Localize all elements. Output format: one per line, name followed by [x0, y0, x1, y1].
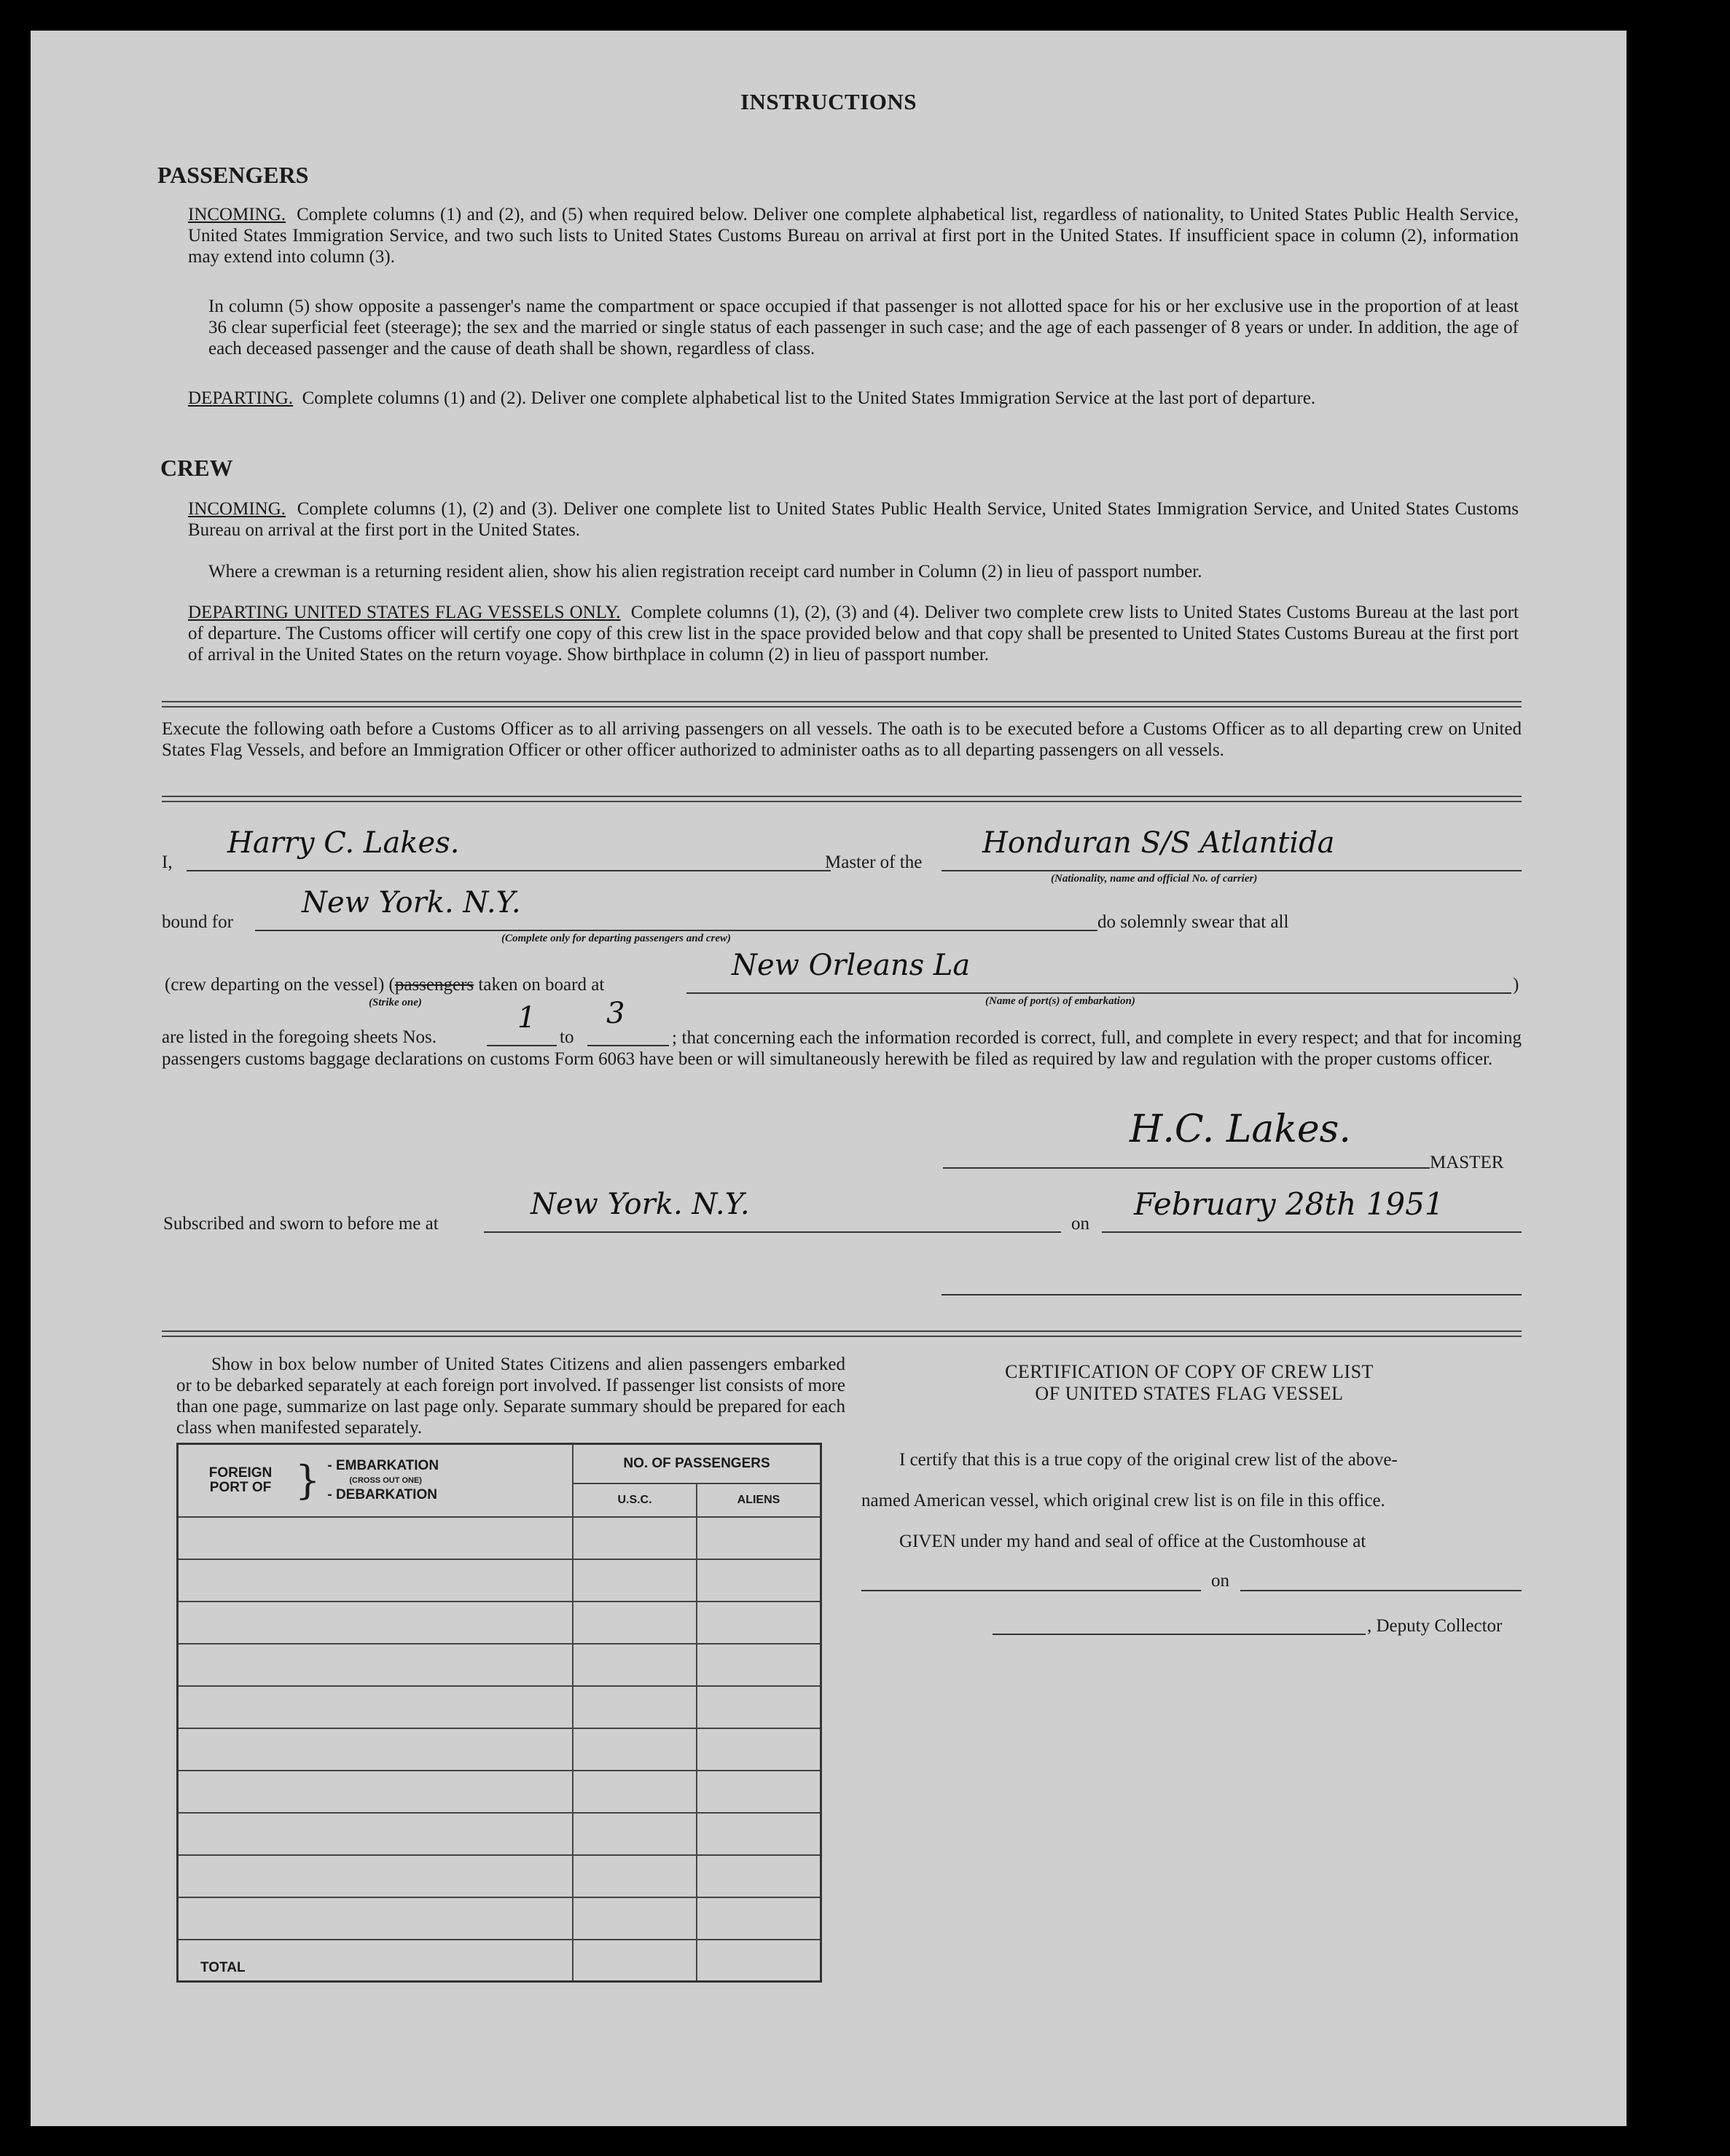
total-row	[178, 1940, 821, 1982]
passengers-struck: passengers	[394, 975, 474, 995]
master-label: MASTER	[1430, 1153, 1504, 1172]
passengers-departing-lead: DEPARTING.	[188, 388, 294, 408]
crew-heading: CREW	[160, 455, 233, 481]
on-label: on	[1071, 1214, 1089, 1234]
certification-title-line2: OF UNITED STATES FLAG VESSEL	[1035, 1383, 1344, 1404]
crew-departing-label: (crew departing on the vessel)	[165, 975, 385, 995]
aliens-cell[interactable]	[697, 1897, 821, 1940]
listed-rest-paragraph: ; that concerning each the information recorded is correct, full, and complete in every respect; and that for incoming passengers customs baggage declarations on customs Form 6063 have been or will simultaneously herewith be filed as required by law and regulation with the proper customs officer.	[162, 1028, 1522, 1069]
passengers-heading: PASSENGERS	[157, 162, 309, 188]
cert-date-line[interactable]	[1240, 1590, 1522, 1591]
table-row	[178, 1517, 821, 1559]
document-page	[31, 31, 1627, 2126]
table-row	[178, 1855, 821, 1897]
usc-cell[interactable]	[573, 1771, 697, 1813]
vessel-caption: (Nationality, name and official No. of carrier)	[1051, 873, 1258, 885]
table-row	[178, 1728, 821, 1771]
crew-incoming-paragraph	[188, 498, 1519, 541]
port-cell[interactable]	[178, 1855, 574, 1897]
usc-cell[interactable]	[573, 1559, 697, 1602]
signature-line	[943, 1167, 1430, 1169]
swear-label: do solemnly swear that all	[1097, 912, 1289, 932]
port-header-cell	[178, 1444, 574, 1517]
embark-port-line	[686, 992, 1511, 994]
usc-cell[interactable]	[573, 1602, 697, 1644]
usc-cell[interactable]	[573, 1728, 697, 1771]
aliens-cell[interactable]	[697, 1517, 821, 1559]
usc-cell[interactable]	[573, 1855, 697, 1897]
passengers-departing-text: Complete columns (1) and (2). Deliver one complete alphabetical list to the United States Immigration Service at the last port of departure.	[302, 388, 1316, 408]
port-cell[interactable]	[178, 1517, 574, 1559]
sworn-date-line	[1102, 1231, 1522, 1233]
crew-resident-paragraph: Where a crewman is a returning resident alien, show his alien registration receipt card number in Column (2) in lieu of passport number.	[208, 562, 1202, 581]
sworn-place-handwritten: New York. N.Y.	[531, 1188, 750, 1221]
crew-incoming-text: Complete columns (1), (2) and (3). Deliver one complete list to United States Public Health Service, United States Immigration Service, and United States Customs Bureau on arrival at the first port in the United States.	[188, 499, 1519, 540]
port-cell[interactable]	[178, 1728, 574, 1771]
aliens-cell[interactable]	[697, 1771, 821, 1813]
total-label: TOTAL	[178, 1940, 574, 1982]
master-signature: H.C. Lakes.	[1130, 1108, 1351, 1151]
paren-close: )	[1513, 975, 1519, 995]
aliens-cell[interactable]	[697, 1686, 821, 1728]
aliens-header: ALIENS	[697, 1483, 821, 1517]
brace-glyph: }	[295, 1457, 321, 1503]
bound-caption: (Complete only for departing passengers and crew)	[501, 933, 731, 944]
i-label: I,	[162, 852, 173, 872]
port-caption: (Name of port(s) of embarkation)	[985, 995, 1135, 1007]
foreign-port-label: FOREIGN PORT OF	[208, 1465, 273, 1495]
vessel-handwritten: Honduran S/S Atlantida	[982, 826, 1335, 860]
usc-cell[interactable]	[573, 1644, 697, 1686]
port-cell[interactable]	[178, 1559, 574, 1602]
listed-label: are listed in the foregoing sheets Nos.	[162, 1027, 437, 1047]
customhouse-line[interactable]	[861, 1590, 1201, 1591]
passengers-incoming-text: Complete columns (1) and (2), and (5) when required below. Deliver one complete alphabetical list, regardless of nationality, to United States Public Health Service, United States Immigration Service, and two such lists to United States Customs Bureau on arrival at first port in the United States. If insufficient space in column (2), information may extend into column (3).	[188, 205, 1519, 267]
port-cell[interactable]	[178, 1771, 574, 1813]
certify-line1: I certify that this is a true copy of the original crew list of the above-	[899, 1450, 1398, 1470]
usc-cell[interactable]	[573, 1686, 697, 1728]
usc-cell[interactable]	[573, 1813, 697, 1855]
debarkation-label: - DEBARKATION	[327, 1486, 437, 1502]
summary-instructions: Show in box below number of United States Citizens and alien passengers embarked or to be debarked separately at each foreign port involved. If passenger list consists of more than one page, summarize on last page only. Separate summary should be prepared for each class when manifested separately.	[176, 1355, 845, 1438]
divider	[162, 1330, 1522, 1337]
deputy-collector-label: , Deputy Collector	[1367, 1616, 1503, 1636]
divider	[162, 701, 1522, 707]
aliens-cell[interactable]	[697, 1855, 821, 1897]
passengers-column5-paragraph: In column (5) show opposite a passenger's name the compartment or space occupied if that passenger is not allotted space for his or her exclusive use in the proportion of at least 36 clear superficial feet (steerage); the sex and the married or single status of each passenger in such case; and the age of each passenger of 8 years or under. In addition, the age of each deceased passenger and the cause of death shall be shown, regardless of class.	[208, 297, 1519, 358]
cert-on-label: on	[1211, 1571, 1229, 1591]
page-title: INSTRUCTIONS	[740, 89, 917, 114]
aliens-cell[interactable]	[697, 1813, 821, 1855]
bound-for-handwritten: New York. N.Y.	[302, 886, 521, 920]
master-name-line	[187, 870, 831, 871]
crew-departing-text: Complete columns (1), (2), (3) and (4). Deliver two complete crew lists to United States Customs Bureau at the last port of departure. The Customs officer will certify one copy of this crew list in the space provided below and that copy shall be presented to United States Customs Bureau at the first port of arrival in the United States on the return voyage. Show birthplace in column (2) in lieu of passport number.	[188, 603, 1519, 665]
to-label: to	[560, 1027, 574, 1047]
crew-incoming-lead: INCOMING.	[188, 499, 286, 519]
embark-port-handwritten: New Orleans La	[732, 949, 971, 982]
officer-signature-line	[942, 1294, 1522, 1295]
table-row	[178, 1897, 821, 1940]
usc-cell[interactable]	[573, 1517, 697, 1559]
crew-passengers-clause	[165, 975, 604, 995]
table-row	[178, 1644, 821, 1686]
vessel-line	[942, 870, 1522, 871]
bound-for-label: bound for	[162, 912, 233, 932]
taken-on-board-label: taken on board at	[478, 975, 605, 995]
strike-caption: (Strike one)	[369, 997, 422, 1008]
crew-departing-lead: DEPARTING UNITED STATES FLAG VESSELS ONLY.	[188, 603, 621, 622]
usc-header: U.S.C.	[573, 1483, 697, 1517]
master-of-label: Master of the	[825, 852, 923, 872]
crew-departing-paragraph	[188, 602, 1519, 665]
sworn-date-handwritten: February 28th 1951	[1134, 1186, 1444, 1222]
port-cell[interactable]	[178, 1897, 574, 1940]
passengers-departing-paragraph	[188, 388, 1519, 409]
usc-cell[interactable]	[573, 1897, 697, 1940]
port-cell[interactable]	[178, 1602, 574, 1644]
deputy-signature-line[interactable]	[993, 1634, 1366, 1635]
aliens-cell[interactable]	[697, 1559, 821, 1602]
certification-title-line1: CERTIFICATION OF COPY OF CREW LIST	[1005, 1361, 1374, 1382]
certify-line2: named American vessel, which original crew list is on file in this office.	[861, 1491, 1385, 1510]
paren-open: (	[388, 975, 395, 995]
subscribed-label: Subscribed and sworn to before me at	[163, 1214, 439, 1234]
table-row	[178, 1602, 821, 1644]
usc-total-cell[interactable]	[573, 1940, 697, 1982]
given-text: GIVEN under my hand and seal of office at the Customhouse at	[899, 1532, 1366, 1551]
port-cell[interactable]	[178, 1686, 574, 1728]
bound-for-line	[255, 930, 1097, 931]
divider	[162, 796, 1522, 802]
table-row	[178, 1813, 821, 1855]
aliens-cell[interactable]	[697, 1602, 821, 1644]
sworn-place-line	[484, 1231, 1061, 1233]
sheet-from-handwritten: 1	[517, 1001, 536, 1035]
table-row	[178, 1686, 821, 1728]
embarkation-label: - EMBARKATION	[327, 1457, 439, 1473]
port-cell[interactable]	[178, 1644, 574, 1686]
passenger-summary-table	[176, 1443, 822, 1983]
table-row	[178, 1771, 821, 1813]
sheet-to-handwritten: 3	[606, 997, 625, 1030]
oath-intro-paragraph: Execute the following oath before a Customs Officer as to all arriving passengers on all vessels. The oath is to be executed before a Customs Officer as to all departing crew on United States Flag Vessels, and before an Immigration Officer or other officer authorized to administer oaths as to all departing passengers on all vessels.	[162, 719, 1522, 760]
aliens-total-cell[interactable]	[697, 1940, 821, 1982]
passengers-incoming-paragraph	[188, 204, 1519, 267]
cross-out-label: (CROSS OUT ONE)	[349, 1475, 422, 1485]
table-row	[178, 1559, 821, 1602]
aliens-cell[interactable]	[697, 1644, 821, 1686]
no-passengers-header: NO. OF PASSENGERS	[573, 1444, 821, 1483]
aliens-cell[interactable]	[697, 1728, 821, 1771]
passengers-incoming-lead: INCOMING.	[188, 205, 286, 224]
port-cell[interactable]	[178, 1813, 574, 1855]
master-name-handwritten: Harry C. Lakes.	[227, 826, 460, 860]
